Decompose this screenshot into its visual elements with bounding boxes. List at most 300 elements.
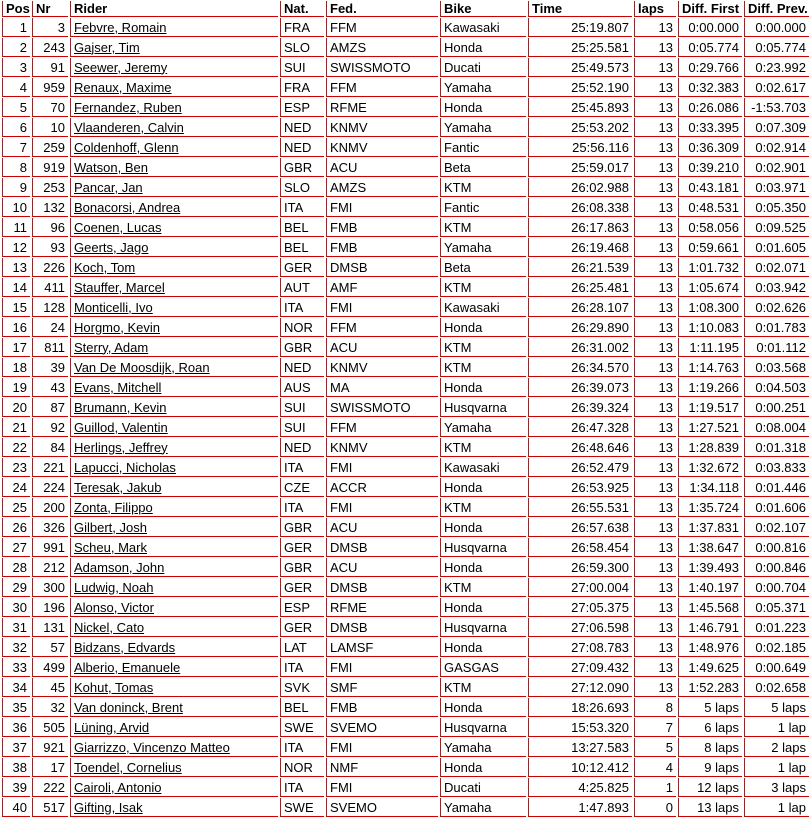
cell-fed: SVEMO <box>326 798 438 817</box>
cell-fed: SWISSMOTO <box>326 398 438 417</box>
cell-bike: Honda <box>440 638 526 657</box>
cell-rider <box>70 738 278 757</box>
table-row <box>2 478 809 497</box>
cell-diff-prev: 0:03.568 <box>744 358 809 377</box>
cell-pos: 20 <box>2 398 30 417</box>
cell-nat: SLO <box>280 38 324 57</box>
cell-nr: 811 <box>32 338 68 357</box>
cell-diff-first: 0:26.086 <box>678 98 742 117</box>
cell-diff-first: 12 laps <box>678 778 742 797</box>
cell-pos: 8 <box>2 158 30 177</box>
cell-diff-first: 1:40.197 <box>678 578 742 597</box>
table-row <box>2 718 809 737</box>
cell-laps: 8 <box>634 698 676 717</box>
cell-nat: BEL <box>280 238 324 257</box>
cell-fed: FFM <box>326 418 438 437</box>
cell-nr: 87 <box>32 398 68 417</box>
cell-diff-first: 0:43.181 <box>678 178 742 197</box>
cell-fed: ACCR <box>326 478 438 497</box>
rider-link[interactable]: Evans, Mitchell <box>74 379 162 395</box>
cell-rider <box>70 478 278 497</box>
cell-nr: 45 <box>32 678 68 697</box>
cell-diff-prev: 0:03.833 <box>744 458 809 477</box>
cell-fed: FMB <box>326 218 438 237</box>
cell-laps: 13 <box>634 18 676 37</box>
rider-link[interactable]: Adamson, John <box>74 559 165 575</box>
cell-time: 26:02.988 <box>528 178 632 197</box>
cell-laps: 13 <box>634 398 676 417</box>
cell-fed: FMI <box>326 658 438 677</box>
cell-pos: 19 <box>2 378 30 397</box>
cell-rider <box>70 78 278 97</box>
cell-bike: KTM <box>440 438 526 457</box>
cell-diff-prev: 0:01.605 <box>744 238 809 257</box>
cell-rider <box>70 38 278 57</box>
rider-link[interactable]: Gifting, Isak <box>74 799 143 815</box>
cell-bike: Husqvarna <box>440 398 526 417</box>
rider-link[interactable]: Guillod, Valentin <box>74 419 168 435</box>
cell-nr: 991 <box>32 538 68 557</box>
cell-diff-first: 1:46.791 <box>678 618 742 637</box>
rider-link[interactable]: Alonso, Victor <box>74 599 154 615</box>
cell-diff-prev: 0:01.783 <box>744 318 809 337</box>
cell-nat: GBR <box>280 518 324 537</box>
cell-laps: 13 <box>634 178 676 197</box>
cell-bike: Honda <box>440 518 526 537</box>
cell-pos: 31 <box>2 618 30 637</box>
cell-time: 26:58.454 <box>528 538 632 557</box>
cell-pos: 36 <box>2 718 30 737</box>
cell-laps: 13 <box>634 38 676 57</box>
cell-fed: SVEMO <box>326 718 438 737</box>
cell-rider <box>70 758 278 777</box>
table-row <box>2 678 809 697</box>
cell-diff-prev: 0:02.626 <box>744 298 809 317</box>
cell-diff-first: 9 laps <box>678 758 742 777</box>
table-row <box>2 338 809 357</box>
table-row <box>2 558 809 577</box>
cell-diff-prev: 0:03.942 <box>744 278 809 297</box>
cell-fed: FMB <box>326 698 438 717</box>
table-row <box>2 18 809 37</box>
cell-fed: LAMSF <box>326 638 438 657</box>
cell-fed: FMI <box>326 778 438 797</box>
cell-nr: 93 <box>32 238 68 257</box>
cell-pos: 39 <box>2 778 30 797</box>
cell-pos: 10 <box>2 198 30 217</box>
cell-time: 26:29.890 <box>528 318 632 337</box>
cell-diff-first: 0:59.661 <box>678 238 742 257</box>
cell-nr: 43 <box>32 378 68 397</box>
cell-fed: RFME <box>326 98 438 117</box>
rider-link[interactable]: Watson, Ben <box>74 159 148 175</box>
cell-diff-first: 13 laps <box>678 798 742 817</box>
cell-nr: 84 <box>32 438 68 457</box>
cell-nat: ITA <box>280 498 324 517</box>
cell-time: 26:31.002 <box>528 338 632 357</box>
cell-diff-first: 0:32.383 <box>678 78 742 97</box>
cell-time: 26:52.479 <box>528 458 632 477</box>
cell-diff-first: 1:45.568 <box>678 598 742 617</box>
cell-laps: 13 <box>634 58 676 77</box>
cell-rider <box>70 238 278 257</box>
cell-time: 26:48.646 <box>528 438 632 457</box>
cell-diff-first: 1:34.118 <box>678 478 742 497</box>
cell-bike: Honda <box>440 698 526 717</box>
rider-link[interactable]: Lapucci, Nicholas <box>74 459 176 475</box>
cell-pos: 4 <box>2 78 30 97</box>
cell-rider <box>70 638 278 657</box>
cell-nr: 17 <box>32 758 68 777</box>
cell-diff-prev: 0:08.004 <box>744 418 809 437</box>
cell-nat: NED <box>280 138 324 157</box>
rider-link[interactable]: Koch, Tom <box>74 259 136 275</box>
cell-fed: ACU <box>326 338 438 357</box>
cell-nat: GBR <box>280 158 324 177</box>
cell-diff-prev: 1 lap <box>744 718 809 737</box>
table-row <box>2 198 809 217</box>
cell-bike: KTM <box>440 278 526 297</box>
cell-fed: FMB <box>326 238 438 257</box>
cell-fed: MA <box>326 378 438 397</box>
cell-nr: 24 <box>32 318 68 337</box>
cell-bike: Fantic <box>440 198 526 217</box>
cell-nr: 224 <box>32 478 68 497</box>
cell-nr: 3 <box>32 18 68 37</box>
cell-nr: 221 <box>32 458 68 477</box>
cell-pos: 1 <box>2 18 30 37</box>
cell-nat: GBR <box>280 338 324 357</box>
cell-laps: 13 <box>634 318 676 337</box>
cell-diff-prev: 0:01.446 <box>744 478 809 497</box>
cell-pos: 14 <box>2 278 30 297</box>
rider-link[interactable]: Febvre, Romain <box>74 19 167 35</box>
cell-laps: 13 <box>634 158 676 177</box>
table-row <box>2 618 809 637</box>
cell-diff-prev: 5 laps <box>744 698 809 717</box>
cell-pos: 33 <box>2 658 30 677</box>
cell-time: 27:05.375 <box>528 598 632 617</box>
cell-pos: 27 <box>2 538 30 557</box>
cell-nat: BEL <box>280 218 324 237</box>
cell-pos: 2 <box>2 38 30 57</box>
cell-laps: 13 <box>634 658 676 677</box>
cell-nr: 919 <box>32 158 68 177</box>
rider-link[interactable]: Gilbert, Josh <box>74 519 147 535</box>
cell-bike: Kawasaki <box>440 298 526 317</box>
cell-pos: 21 <box>2 418 30 437</box>
cell-fed: KNMV <box>326 438 438 457</box>
rider-link[interactable]: Gajser, Tim <box>74 39 140 55</box>
cell-pos: 38 <box>2 758 30 777</box>
column-header-bike: Bike <box>440 1 526 17</box>
cell-nr: 517 <box>32 798 68 817</box>
cell-pos: 22 <box>2 438 30 457</box>
cell-diff-first: 1:19.517 <box>678 398 742 417</box>
cell-fed: ACU <box>326 558 438 577</box>
cell-rider <box>70 178 278 197</box>
cell-nr: 222 <box>32 778 68 797</box>
cell-diff-prev: 0:00.649 <box>744 658 809 677</box>
table-row <box>2 538 809 557</box>
cell-time: 25:53.202 <box>528 118 632 137</box>
rider-link[interactable]: Coldenhoff, Glenn <box>74 139 179 155</box>
cell-bike: KTM <box>440 338 526 357</box>
cell-nr: 39 <box>32 358 68 377</box>
cell-nat: GER <box>280 618 324 637</box>
cell-laps: 13 <box>634 538 676 557</box>
table-row <box>2 358 809 377</box>
rider-link[interactable]: Van doninck, Brent <box>74 699 183 715</box>
cell-diff-first: 0:29.766 <box>678 58 742 77</box>
rider-link[interactable]: Bonacorsi, Andrea <box>74 199 181 215</box>
rider-link[interactable]: Teresak, Jakub <box>74 479 162 495</box>
cell-fed: DMSB <box>326 578 438 597</box>
rider-link[interactable]: Van De Moosdijk, Roan <box>74 359 210 375</box>
rider-link[interactable]: Seewer, Jeremy <box>74 59 168 75</box>
cell-pos: 16 <box>2 318 30 337</box>
cell-time: 26:25.481 <box>528 278 632 297</box>
cell-rider <box>70 598 278 617</box>
cell-rider <box>70 418 278 437</box>
rider-link[interactable]: Lüning, Arvid <box>74 719 150 735</box>
cell-diff-prev: 0:05.350 <box>744 198 809 217</box>
cell-laps: 13 <box>634 458 676 477</box>
cell-nat: SUI <box>280 398 324 417</box>
cell-nat: SUI <box>280 58 324 77</box>
cell-rider <box>70 118 278 137</box>
cell-pos: 28 <box>2 558 30 577</box>
table-row <box>2 758 809 777</box>
rider-link[interactable]: Coenen, Lucas <box>74 219 162 235</box>
rider-link[interactable]: Renaux, Maxime <box>74 79 172 95</box>
cell-fed: ACU <box>326 518 438 537</box>
cell-nr: 300 <box>32 578 68 597</box>
cell-time: 26:55.531 <box>528 498 632 517</box>
table-row <box>2 218 809 237</box>
rider-link[interactable]: Geerts, Jago <box>74 239 149 255</box>
table-row <box>2 438 809 457</box>
cell-time: 1:47.893 <box>528 798 632 817</box>
cell-nr: 259 <box>32 138 68 157</box>
cell-fed: FMI <box>326 498 438 517</box>
rider-link[interactable]: Pancar, Jan <box>74 179 143 195</box>
rider-link[interactable]: Vlaanderen, Calvin <box>74 119 184 135</box>
cell-pos: 6 <box>2 118 30 137</box>
cell-pos: 23 <box>2 458 30 477</box>
rider-link[interactable]: Zonta, Filippo <box>74 499 153 515</box>
table-row <box>2 98 809 117</box>
cell-nat: LAT <box>280 638 324 657</box>
cell-bike: KTM <box>440 678 526 697</box>
table-row <box>2 78 809 97</box>
cell-diff-first: 1:14.763 <box>678 358 742 377</box>
cell-nat: FRA <box>280 78 324 97</box>
cell-time: 26:08.338 <box>528 198 632 217</box>
rider-link[interactable]: Nickel, Cato <box>74 619 145 635</box>
cell-diff-first: 6 laps <box>678 718 742 737</box>
cell-bike: Ducati <box>440 778 526 797</box>
rider-link[interactable]: Herlings, Jeffrey <box>74 439 168 455</box>
rider-link[interactable]: Fernandez, Ruben <box>74 99 182 115</box>
table-row <box>2 578 809 597</box>
table-row <box>2 258 809 277</box>
cell-fed: DMSB <box>326 258 438 277</box>
cell-fed: FMI <box>326 738 438 757</box>
cell-nat: BEL <box>280 698 324 717</box>
cell-nr: 253 <box>32 178 68 197</box>
cell-diff-prev: 0:00.816 <box>744 538 809 557</box>
cell-time: 26:19.468 <box>528 238 632 257</box>
rider-link[interactable]: Scheu, Mark <box>74 539 147 555</box>
table-row <box>2 518 809 537</box>
cell-rider <box>70 358 278 377</box>
cell-bike: Kawasaki <box>440 18 526 37</box>
cell-laps: 13 <box>634 98 676 117</box>
cell-bike: Fantic <box>440 138 526 157</box>
cell-laps: 13 <box>634 478 676 497</box>
cell-diff-first: 0:39.210 <box>678 158 742 177</box>
cell-nat: AUS <box>280 378 324 397</box>
cell-bike: Husqvarna <box>440 718 526 737</box>
rider-link[interactable]: Ludwig, Noah <box>74 579 154 595</box>
cell-bike: Yamaha <box>440 78 526 97</box>
cell-diff-prev: 0:03.971 <box>744 178 809 197</box>
cell-nat: GBR <box>280 558 324 577</box>
column-header-diff-prev: Diff. Prev. <box>744 1 809 17</box>
cell-rider <box>70 218 278 237</box>
cell-laps: 13 <box>634 338 676 357</box>
cell-laps: 13 <box>634 678 676 697</box>
cell-bike: KTM <box>440 498 526 517</box>
cell-bike: Husqvarna <box>440 538 526 557</box>
cell-pos: 30 <box>2 598 30 617</box>
cell-diff-prev: 0:23.992 <box>744 58 809 77</box>
rider-link[interactable]: Toendel, Cornelius <box>74 759 182 775</box>
cell-diff-prev: 0:09.525 <box>744 218 809 237</box>
cell-laps: 13 <box>634 598 676 617</box>
cell-rider <box>70 498 278 517</box>
rider-link[interactable]: Monticelli, Ivo <box>74 299 153 315</box>
table-row <box>2 658 809 677</box>
cell-diff-prev: 0:01.318 <box>744 438 809 457</box>
rider-link[interactable]: Horgmo, Kevin <box>74 319 160 335</box>
rider-link[interactable]: Kohut, Tomas <box>74 679 154 695</box>
cell-time: 26:21.539 <box>528 258 632 277</box>
cell-nat: NOR <box>280 758 324 777</box>
cell-nr: 132 <box>32 198 68 217</box>
cell-fed: SMF <box>326 678 438 697</box>
cell-laps: 13 <box>634 578 676 597</box>
cell-bike: KTM <box>440 218 526 237</box>
cell-bike: KTM <box>440 178 526 197</box>
cell-diff-first: 1:32.672 <box>678 458 742 477</box>
cell-nr: 326 <box>32 518 68 537</box>
cell-nat: ESP <box>280 598 324 617</box>
cell-pos: 34 <box>2 678 30 697</box>
cell-bike: Beta <box>440 258 526 277</box>
cell-nat: ITA <box>280 198 324 217</box>
table-row <box>2 598 809 617</box>
cell-laps: 13 <box>634 198 676 217</box>
cell-rider <box>70 198 278 217</box>
cell-rider <box>70 278 278 297</box>
cell-rider <box>70 298 278 317</box>
table-row <box>2 378 809 397</box>
cell-rider <box>70 538 278 557</box>
table-row <box>2 298 809 317</box>
cell-laps: 13 <box>634 378 676 397</box>
cell-bike: GASGAS <box>440 658 526 677</box>
rider-link[interactable]: Cairoli, Antonio <box>74 779 162 795</box>
cell-diff-first: 1:08.300 <box>678 298 742 317</box>
cell-time: 26:39.324 <box>528 398 632 417</box>
cell-pos: 17 <box>2 338 30 357</box>
cell-nat: GER <box>280 578 324 597</box>
cell-laps: 1 <box>634 778 676 797</box>
cell-rider <box>70 778 278 797</box>
cell-laps: 13 <box>634 238 676 257</box>
rider-link[interactable]: Giarrizzo, Vincenzo Matteo <box>74 739 230 755</box>
cell-laps: 13 <box>634 498 676 517</box>
cell-nat: AUT <box>280 278 324 297</box>
cell-diff-first: 1:28.839 <box>678 438 742 457</box>
cell-diff-prev: 0:02.617 <box>744 78 809 97</box>
rider-link[interactable]: Sterry, Adam <box>74 339 149 355</box>
cell-nat: ITA <box>280 458 324 477</box>
cell-pos: 7 <box>2 138 30 157</box>
cell-diff-prev: 0:07.309 <box>744 118 809 137</box>
cell-rider <box>70 158 278 177</box>
cell-laps: 7 <box>634 718 676 737</box>
rider-link[interactable]: Stauffer, Marcel <box>74 279 165 295</box>
cell-diff-first: 1:48.976 <box>678 638 742 657</box>
cell-rider <box>70 318 278 337</box>
cell-diff-prev: 0:01.606 <box>744 498 809 517</box>
cell-bike: Yamaha <box>440 238 526 257</box>
cell-diff-prev: 1 lap <box>744 798 809 817</box>
cell-time: 27:12.090 <box>528 678 632 697</box>
cell-nat: ITA <box>280 298 324 317</box>
cell-diff-prev: 0:02.185 <box>744 638 809 657</box>
cell-rider <box>70 398 278 417</box>
rider-link[interactable]: Bidzans, Edvards <box>74 639 176 655</box>
cell-diff-prev: 0:02.071 <box>744 258 809 277</box>
cell-bike: Husqvarna <box>440 618 526 637</box>
cell-nat: ITA <box>280 658 324 677</box>
cell-pos: 15 <box>2 298 30 317</box>
cell-bike: Honda <box>440 98 526 117</box>
cell-fed: FFM <box>326 18 438 37</box>
cell-rider <box>70 98 278 117</box>
cell-diff-first: 0:33.395 <box>678 118 742 137</box>
cell-nat: SVK <box>280 678 324 697</box>
rider-link[interactable]: Alberio, Emanuele <box>74 659 181 675</box>
cell-diff-first: 8 laps <box>678 738 742 757</box>
table-row <box>2 138 809 157</box>
cell-nat: ITA <box>280 778 324 797</box>
cell-fed: FMI <box>326 198 438 217</box>
cell-time: 13:27.583 <box>528 738 632 757</box>
results-body <box>2 18 809 817</box>
cell-nat: GER <box>280 538 324 557</box>
cell-rider <box>70 338 278 357</box>
rider-link[interactable]: Brumann, Kevin <box>74 399 167 415</box>
cell-nat: NED <box>280 358 324 377</box>
cell-diff-prev: 0:02.901 <box>744 158 809 177</box>
table-row <box>2 498 809 517</box>
cell-time: 10:12.412 <box>528 758 632 777</box>
